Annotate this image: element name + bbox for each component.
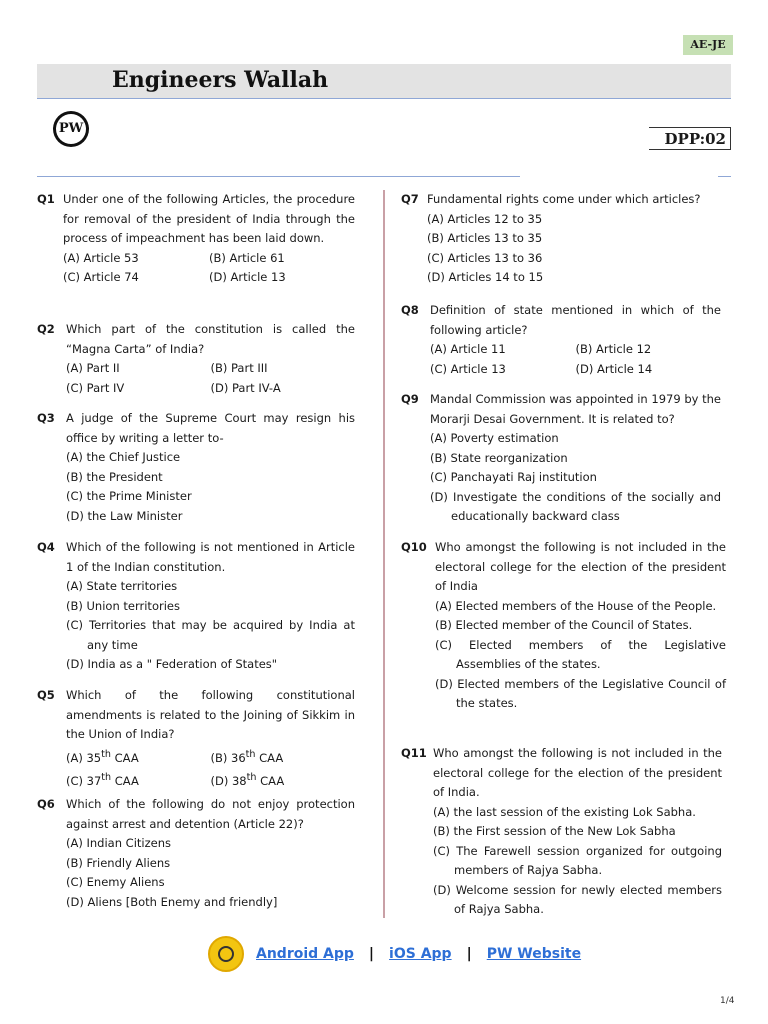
ios-app-link[interactable]: iOS App <box>389 946 452 962</box>
option: (A) Poverty estimation <box>430 431 559 445</box>
question-text: Who amongst the following is not included in the electoral college for the election of the president of India. <box>433 746 722 799</box>
option: (B) 36th CAA <box>210 748 284 765</box>
header-banner <box>37 64 731 99</box>
question-text: Definition of state mentioned in which of the following article? <box>430 303 721 337</box>
question-number: Q8 <box>401 303 419 317</box>
options <box>435 597 726 714</box>
separator: | <box>466 946 472 962</box>
question-number: Q2 <box>37 322 55 336</box>
option: (A) the last session of the existing Lok Sabha. <box>433 804 696 819</box>
options <box>433 803 722 920</box>
option: (B) Union territories <box>66 598 180 613</box>
question-text: Under one of the following Articles, the procedure for removal of the president of India through the process of impeachment has been laid down. <box>63 192 355 245</box>
options <box>63 249 355 288</box>
option: (C) Panchayati Raj institution <box>430 470 597 484</box>
question-8 <box>401 301 721 379</box>
question-1 <box>37 190 355 288</box>
question-9 <box>401 390 721 527</box>
question-7 <box>401 190 721 288</box>
option: (D) Article 13 <box>209 270 286 284</box>
option: (A) Article 11 <box>430 342 506 356</box>
option: (A) the Chief Justice <box>66 450 181 464</box>
option: (A) 35th CAA <box>66 748 139 765</box>
option: (B) Part III <box>210 361 268 375</box>
option: (D) Aliens [Both Enemy and friendly] <box>66 894 278 909</box>
question-text: Mandal Commission was appointed in 1979 by the Morarji Desai Government. It is related to? <box>430 392 721 426</box>
option: (B) Elected member of the Council of States. <box>435 618 693 632</box>
option: (C) Enemy Aliens <box>66 875 165 889</box>
option: (C) Territories that may be acquired by India at any time <box>66 618 355 652</box>
question-5 <box>37 686 355 791</box>
option: (A) Elected members of the House of the People. <box>435 598 717 613</box>
options <box>66 745 355 792</box>
exam-tag: AE-JE <box>683 35 733 55</box>
option: (B) State reorganization <box>430 450 568 465</box>
option: (B) the President <box>66 469 163 484</box>
options <box>66 359 355 398</box>
brand-title: Engineers Wallah <box>112 67 329 93</box>
question-number: Q6 <box>37 797 55 811</box>
option: (C) Article 74 <box>63 270 139 284</box>
question-2 <box>37 320 355 398</box>
footer-links <box>208 936 581 972</box>
question-text: Fundamental rights come under which articles? <box>427 192 701 206</box>
option: (D) Articles 14 to 15 <box>427 270 544 284</box>
option: (A) Part II <box>66 361 120 375</box>
option: (B) Friendly Aliens <box>66 855 171 870</box>
option: (A) Articles 12 to 35 <box>427 211 543 226</box>
question-number: Q4 <box>37 540 55 554</box>
question-10 <box>401 538 726 714</box>
option: (B) Articles 13 to 35 <box>427 231 543 245</box>
question-text: Which part of the constitution is called the “Magna Carta” of India? <box>66 322 355 356</box>
option: (D) Investigate the conditions of the socially and educationally backward class <box>430 489 721 523</box>
logo-text: PW <box>56 114 86 144</box>
question-text: Who amongst the following is not included in the electoral college for the election of the president of India <box>435 540 726 593</box>
divider-left <box>37 176 520 177</box>
option: (B) the First session of the New Lok Sabha <box>433 824 676 838</box>
option: (D) Part IV-A <box>210 380 281 395</box>
question-number: Q9 <box>401 392 419 406</box>
question-text: Which of the following do not enjoy protection against arrest and detention (Article 22)? <box>66 797 355 831</box>
option: (C) The Farewell session organized for outgoing members of Rajya Sabha. <box>433 843 722 877</box>
option: (C) Articles 13 to 36 <box>427 250 543 265</box>
option: (A) State territories <box>66 579 178 593</box>
question-number: Q1 <box>37 192 55 206</box>
options <box>430 429 721 527</box>
option: (D) Article 14 <box>575 361 653 376</box>
column-divider <box>383 190 385 918</box>
option: (D) Welcome session for newly elected members of Rajya Sabha. <box>433 882 722 916</box>
question-text: A judge of the Supreme Court may resign his office by writing a letter to- <box>66 411 355 445</box>
option: (A) Article 53 <box>63 250 139 265</box>
option: (D) the Law Minister <box>66 508 183 523</box>
question-number: Q10 <box>401 540 427 554</box>
option: (C) the Prime Minister <box>66 489 192 503</box>
option: (D) India as a " Federation of States" <box>66 657 278 671</box>
option: (D) 38th CAA <box>210 771 285 788</box>
options <box>66 577 355 675</box>
options <box>430 340 721 379</box>
option: (D) Elected members of the Legislative Council of the states. <box>435 676 726 710</box>
pw-website-link[interactable]: PW Website <box>486 946 582 962</box>
page-number: 1/4 <box>720 996 735 1006</box>
question-number: Q11 <box>401 746 427 760</box>
question-3 <box>37 409 355 526</box>
pw-logo-icon <box>53 111 89 147</box>
option: (A) Indian Citizens <box>66 836 171 850</box>
divider-right <box>718 176 731 177</box>
question-number: Q5 <box>37 688 55 702</box>
customer-service-icon[interactable] <box>208 936 244 972</box>
options <box>66 834 355 912</box>
question-text: Which of the following constitutional amendments is related to the Joining of Sikkim in the Union of India? <box>66 688 355 741</box>
question-number: Q3 <box>37 411 55 425</box>
dpp-label: DPP:02 <box>649 127 731 150</box>
question-6 <box>37 795 355 912</box>
option: (B) Article 12 <box>575 342 652 356</box>
android-app-link[interactable]: Android App <box>256 946 354 962</box>
option: (C) Article 13 <box>430 361 506 376</box>
question-text: Which of the following is not mentioned in Article 1 of the Indian constitution. <box>66 540 355 574</box>
question-4 <box>37 538 355 675</box>
option: (C) Part IV <box>66 380 125 395</box>
option: (B) Article 61 <box>209 250 285 265</box>
option: (C) 37th CAA <box>66 771 139 788</box>
question-11 <box>401 744 722 920</box>
options <box>427 210 721 288</box>
question-number: Q7 <box>401 192 419 206</box>
option: (C) Elected members of the Legislative Assemblies of the states. <box>435 637 726 671</box>
options <box>66 448 355 526</box>
separator: | <box>368 946 375 962</box>
